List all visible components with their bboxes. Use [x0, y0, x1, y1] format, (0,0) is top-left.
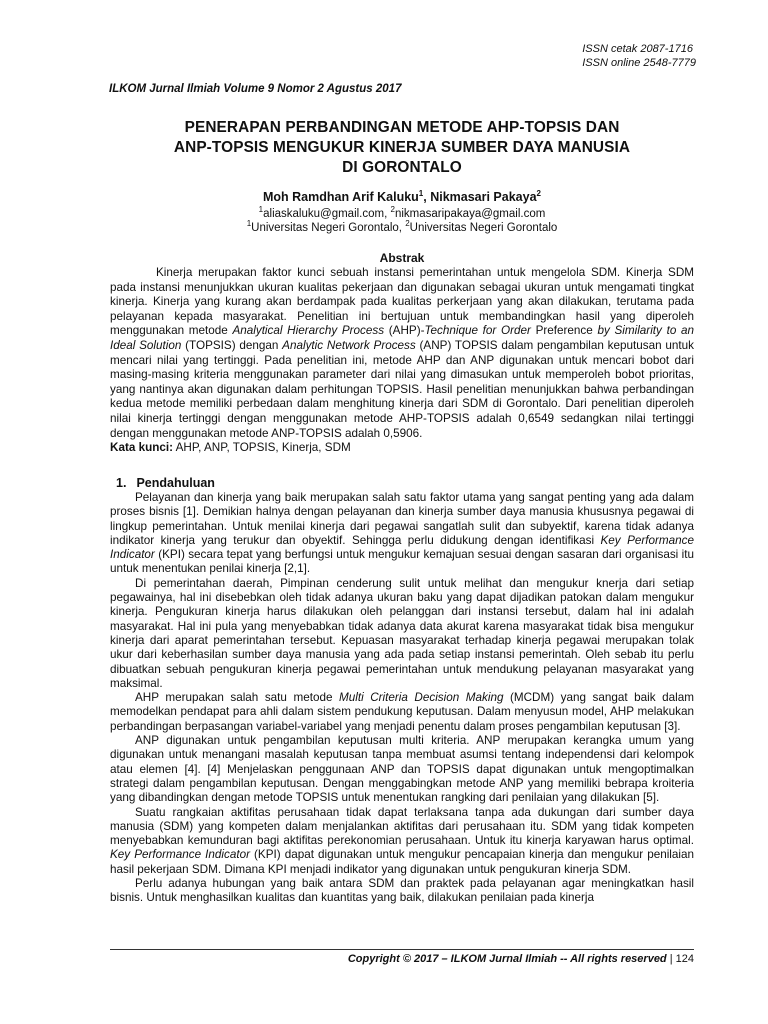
author-1-sup: 1 [418, 188, 424, 198]
abstract-term-ahp: Analytical Hierarchy Process [232, 324, 385, 338]
page-number: 124 [675, 953, 694, 965]
paragraph-4: ANP digunakan untuk pengambilan keputusan multi kriteria. ANP merupakan kerangka umum yang digunakan untuk menangani masalah keputusan tanpa membuat asumsi tentang independensi dari kelompok atau elemen [4]. [4] Menjelaskan penggunaan ANP dan TOPSIS dapat digunakan untuk mengoptimalkan strategi dalam pengambilan keputusan. Dengan menggabingkan metode ANP yang memiliki bebrapa kroiteria yang dibandingkan dengan metode TOPSIS untuk menentukan rangking dari penilaian yang dilakukan [5]. [110, 734, 694, 805]
paper-title [110, 118, 694, 178]
p3-text-a: AHP merupakan salah satu metode [135, 691, 339, 705]
affiliation-1: Universitas Negeri Gorontalo, [251, 222, 406, 234]
title-line-3: DI GORONTALO [342, 159, 462, 176]
keywords-label: Kata kunci: [110, 441, 173, 455]
abstract-term-anp: Analytic Network Process [282, 338, 416, 352]
abstract-body [110, 266, 694, 456]
paragraph-6: Perlu adanya hubungan yang baik antara SDM dan praktek pada pelayanan agar meningkatkan hasil bisnis. Untuk menghasilkan kualitas dan kuantitas yang baik, dilakukan penilaian pada kinerja [110, 877, 694, 905]
page-footer [348, 953, 694, 965]
issn-online: ISSN online 2548-7779 [582, 57, 696, 69]
p5-term: Key Performance Indicator [110, 848, 250, 862]
section-title: Pendahuluan [136, 476, 215, 490]
issn-block [582, 42, 696, 70]
abstract-term-technique: Technique for Order [424, 324, 531, 338]
affiliation-2: Universitas Negeri Gorontalo [409, 222, 558, 234]
abstract-text-1: Kinerja merupakan faktor kunci sebuah instansi pemerintahan untuk mengelola SDM. Kinerja SDM pada instansi menunjukkan ukuran kualitas pekerjaan dan digunakan sebagai ukuran untuk mengamati tingkat kinerja. Kinerja yang kurang akan berdampak pada kualitas perkerjaan yang akan dilakukan, terutama pada pelayanan kepada masyarakat. Penelitian ini bertujuan untuk membandingkan hasil yang diperoleh menggunakan metode [110, 266, 694, 338]
email-2: nikmasaripakaya@gmail.com [394, 208, 546, 220]
email-1-sup: 1 [258, 205, 264, 215]
issn-print: ISSN cetak 2087-1716 [582, 43, 693, 55]
abstract-text-5: (ANP) TOPSIS dalam pengambilan keputusan untuk mencari nilai yang tertinggi. Pada penelitian ini, metode AHP dan ANP digunakan untuk mencari bobot dari masing-masing kriteria menggunakan parameter dari nilai yang dimasukan untuk memperoleh bobot prioritas, yang nantinya akan digunakan dalam perhitungan TOPSIS. Hasil penelitian menunjukkan bahwa perbandingan kedua metode memiliki perbedaan dalam menghitung kinerja dari SDM di Gorontalo. Dari penelitian diperoleh nilai kinerja tertinggi dengan menggunakan metode AHP-TOPSIS adalah 0,6549 sedangkan nilai tertinggi dengan menggunakan metode ANP-TOPSIS adalah 0,5906. [110, 338, 694, 440]
abstract-paragraph [110, 266, 694, 441]
author-emails [110, 207, 694, 221]
footer-separator: | [666, 953, 676, 965]
title-line-2: ANP-TOPSIS MENGUKUR KINERJA SUMBER DAYA MANUSIA [173, 139, 631, 156]
footer-copyright: Copyright © 2017 – ILKOM Jurnal Ilmiah -- All rights reserved [347, 953, 667, 965]
abstract-heading: Abstrak [379, 251, 425, 265]
abstract-text-3: Preference [530, 324, 598, 338]
abstract-text-2: (AHP)- [384, 324, 425, 338]
p5-text-a: Suatu rangkaian aktifitas perusahaan tidak dapat terlaksana tanpa ada dukungan dari sumber daya manusia (SDM) yang kompeten dalam menjalankan aktifitas dari perusahaan itu. SDM yang tidak kompeten menyebabkan kemunduran bagi aktifitas perekonomian perusahaan. Untuk itu kinerja karyawan harus optimal. [110, 805, 694, 848]
p1-term: Key Performance Indicator [110, 533, 694, 562]
abstract-term-similarity: by Similarity to an Ideal Solution [110, 324, 695, 352]
keywords-value: AHP, ANP, TOPSIS, Kinerja, SDM [173, 441, 351, 455]
p5-text-c: (KPI) dapat digunakan untuk mengukur pencapaian kinerja dan mengukur penilaian hasil pekerjaan SDM. Dimana KPI menjadi indikator yang digunakan untuk pengukuran kinerja SDM. [110, 848, 694, 876]
keywords [110, 441, 694, 456]
p1-text-c: (KPI) secara tepat yang berfungsi untuk mengukur kemajuan sesuai dengan sasaran dari organisasi itu untuk menentukan penilai kinerja [2,1]. [110, 548, 694, 576]
paragraph-3 [110, 691, 694, 734]
section-body [110, 491, 694, 906]
email-1: aliaskaluku@gmail.com, [263, 208, 391, 220]
section-number: 1. [116, 476, 127, 490]
author-affiliations [110, 221, 694, 235]
email-2-sup: 2 [390, 205, 395, 215]
journal-header: ILKOM Jurnal Ilmiah Volume 9 Nomor 2 Agustus 2017 [109, 83, 402, 95]
title-line-1: PENERAPAN PERBANDINGAN METODE AHP-TOPSIS DAN [184, 119, 620, 136]
section-heading [116, 476, 215, 490]
paragraph-1 [110, 491, 694, 577]
paragraph-5 [110, 806, 694, 877]
author-2-sup: 2 [536, 188, 541, 198]
footer-divider [110, 949, 694, 950]
p1-text-a: Pelayanan dan kinerja yang baik merupakan salah satu faktor utama yang sangat penting yang ada dalam proses bisnis [1]. Demikian halnya dengan pelayanan dan kinerja sumber daya manusia khususnya pegawai di lingkup pemerintahan. Untuk menilai kinerja dari pegawai sangatlah sulit dan subyektif, karena tidak adanya indikator kinerja yang terukur dan obyektif. Sehingga perlu didukung dengan identifikasi [110, 491, 694, 547]
aff-1-sup: 1 [246, 219, 252, 229]
aff-2-sup: 2 [405, 219, 410, 229]
author-2: Nikmasari Pakaya [430, 190, 537, 204]
authors [110, 190, 694, 204]
paragraph-2: Di pemerintahan daerah, Pimpinan cenderung sulit untuk melihat dan mengukur knerja dari setiap pegawainya, hal ini disebebkan oleh tidak adanya ukuran baku yang dapat dijadikan patokan dalam mengukur kinerja. Pengukuran kinerja harus dilakukan oleh pelanggan dari instansi tersebut, dalam hal ini adalah masyarakat. Hal ini pula yang menyebabkan tidak adanya data akurat karena masyarakat tidak bisa mengukur kinerja dari aparat pemerintahan tersebut. Kepuasan masyarakat terhadap kinerja pegawai merupakan tolak ukur dari keberhasilan sumber daya manusia yang ada pada setiap instansi pemerintah. Oleh sebab itu perlu dibuatkan sebuah pengukuran kinerja pegawai pemerintahan untuk mendukung pelayanan masyarakat yang maksimal. [110, 576, 694, 690]
author-1: Moh Ramdhan Arif Kaluku [263, 190, 419, 204]
p3-term: Multi Criteria Decision Making [339, 691, 504, 705]
abstract-text-4: (TOPSIS) dengan [181, 338, 283, 352]
author-separator: , [423, 190, 431, 204]
p3-text-c: (MCDM) yang sangat baik dalam memodelkan pendapat para ahli dalam sistem pendukung keputusan. Dalam menyusun model, AHP melakukan perbandingan berpasangan variabel-variabel yang menjadi penentu dalam proses pengambilan keputusan [3]. [110, 691, 694, 733]
